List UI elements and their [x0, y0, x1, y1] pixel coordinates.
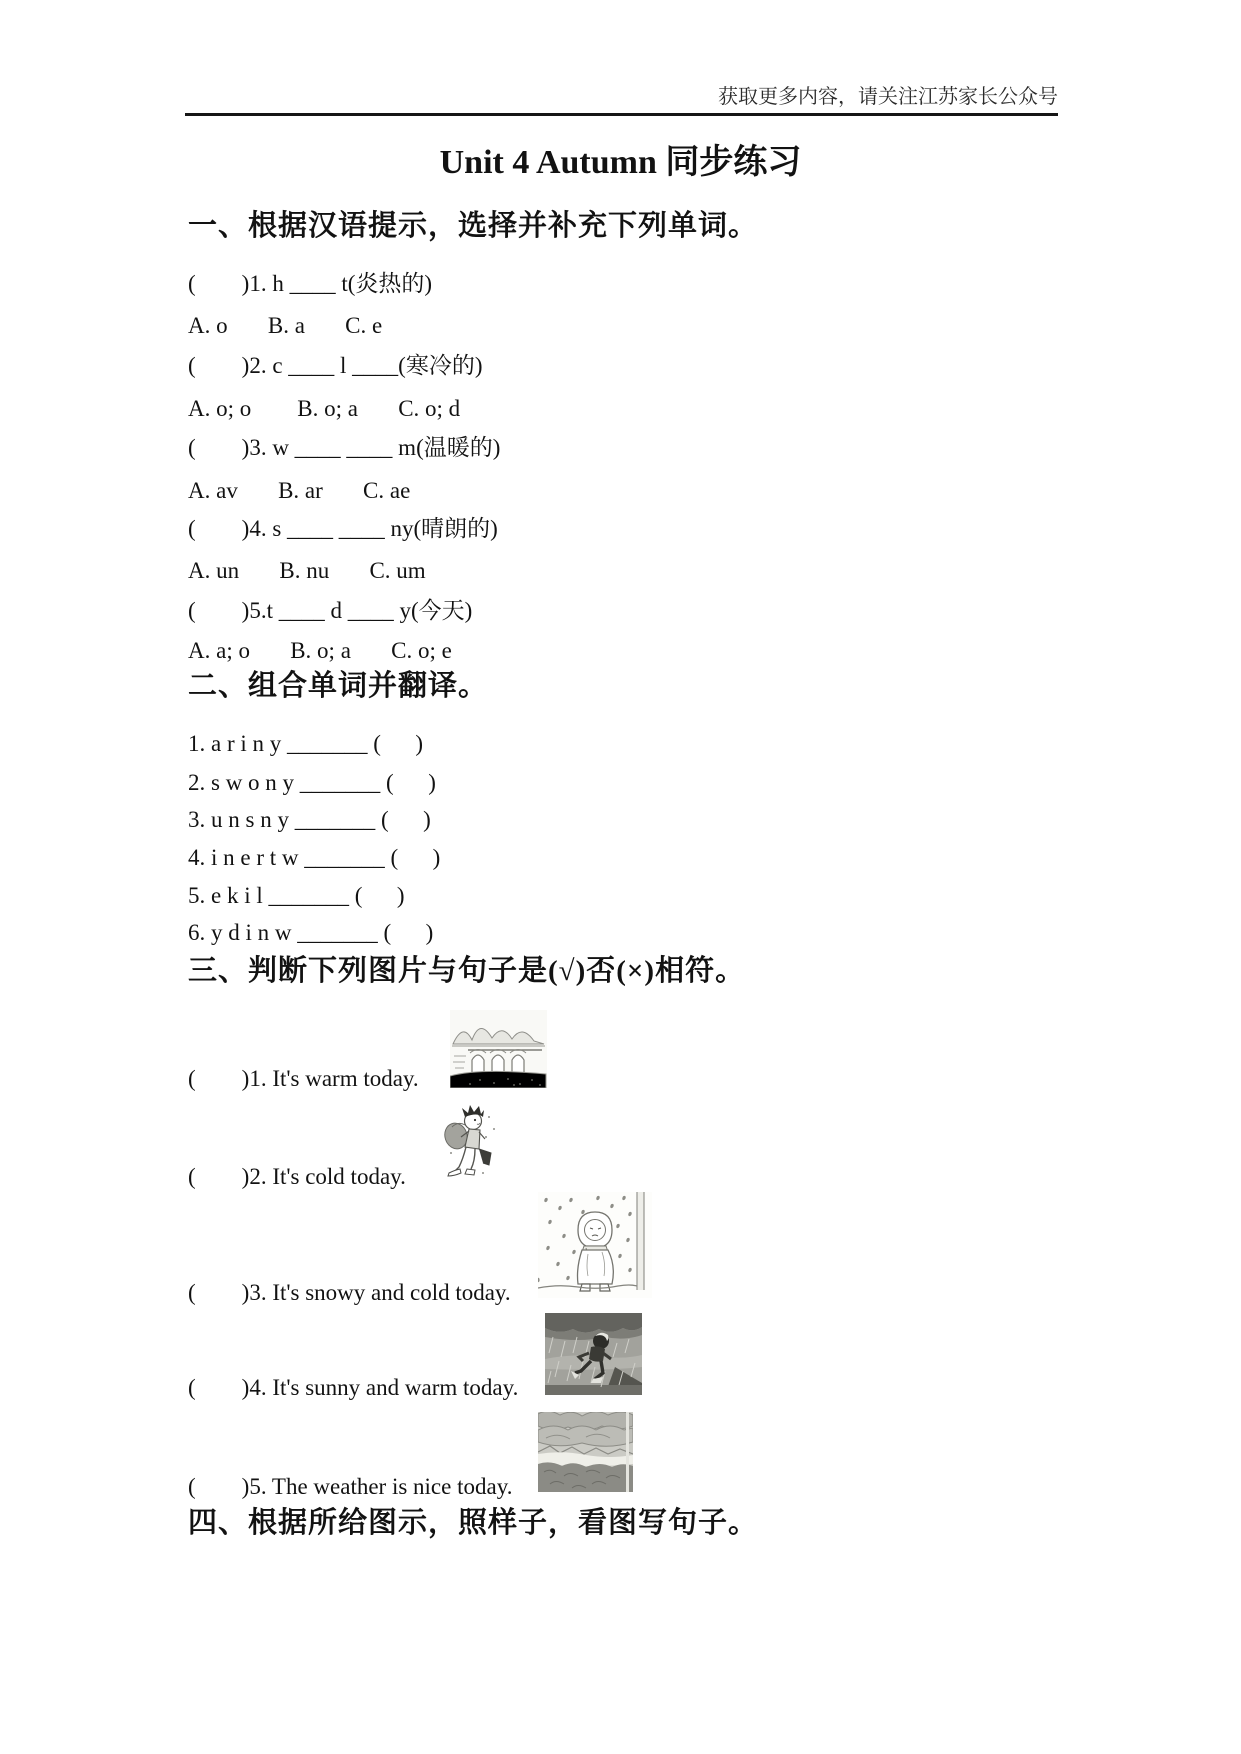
- s2-item-3: 3. u n s n y _______ ( ): [188, 807, 431, 832]
- s1-q3-options: A. av B. ar C. ae: [188, 478, 411, 503]
- s1-q2-stem: ( )2. c ____ l ____(寒冷的): [188, 353, 483, 378]
- s1-q1-stem: ( )1. h ____ t(炎热的): [188, 271, 433, 296]
- s2-item-6: 6. y d i n w _______ ( ): [188, 920, 434, 945]
- s3-item-5-text: ( )5. The weather is nice today.: [188, 1474, 513, 1499]
- bridge-landscape-image: [450, 1010, 547, 1088]
- s3-item-4-text: ( )4. It's sunny and warm today.: [188, 1375, 519, 1400]
- section3-heading: 三、判断下列图片与句子是(√)否(×)相符。: [188, 955, 746, 987]
- s1-q2-options: A. o; o B. o; a C. o; d: [188, 396, 461, 421]
- s1-q1-options: A. o B. a C. e: [188, 313, 383, 338]
- s1-q4-options: A. un B. nu C. um: [188, 558, 426, 583]
- s1-q5-stem: ( )5.t ____ d ____ y(今天): [188, 598, 473, 623]
- s2-item-4: 4. i n e r t w _______ ( ): [188, 845, 441, 870]
- s1-q4-stem: ( )4. s ____ ____ ny(晴朗的): [188, 516, 498, 541]
- section1-heading: 一、根据汉语提示，选择并补充下列单词。: [188, 210, 759, 242]
- girl-in-snow-image: [538, 1192, 652, 1298]
- s2-item-1: 1. a r i n y _______ ( ): [188, 731, 424, 756]
- s3-item-1-text: ( )1. It's warm today.: [188, 1066, 419, 1091]
- page-title: Unit 4 Autumn 同步练习: [439, 144, 802, 181]
- storm-clouds-image: [538, 1412, 633, 1492]
- header-rule: [185, 113, 1058, 116]
- section2-heading: 二、组合单词并翻译。: [188, 670, 489, 702]
- header-note: 获取更多内容，请关注江苏家长公众号: [718, 86, 1058, 108]
- s2-item-5: 5. e k i l _______ ( ): [188, 883, 405, 908]
- boy-walking-image: [439, 1103, 502, 1181]
- s3-item-3-text: ( )3. It's snowy and cold today.: [188, 1280, 511, 1305]
- s1-q5-options: A. a; o B. o; a C. o; e: [188, 638, 452, 663]
- s3-item-2-text: ( )2. It's cold today.: [188, 1164, 406, 1189]
- section4-heading: 四、根据所给图示，照样子，看图写句子。: [188, 1507, 759, 1539]
- s1-q3-stem: ( )3. w ____ ____ m(温暖的): [188, 435, 501, 460]
- boy-in-rain-image: [545, 1313, 642, 1395]
- s2-item-2: 2. s w o n y _______ ( ): [188, 770, 436, 795]
